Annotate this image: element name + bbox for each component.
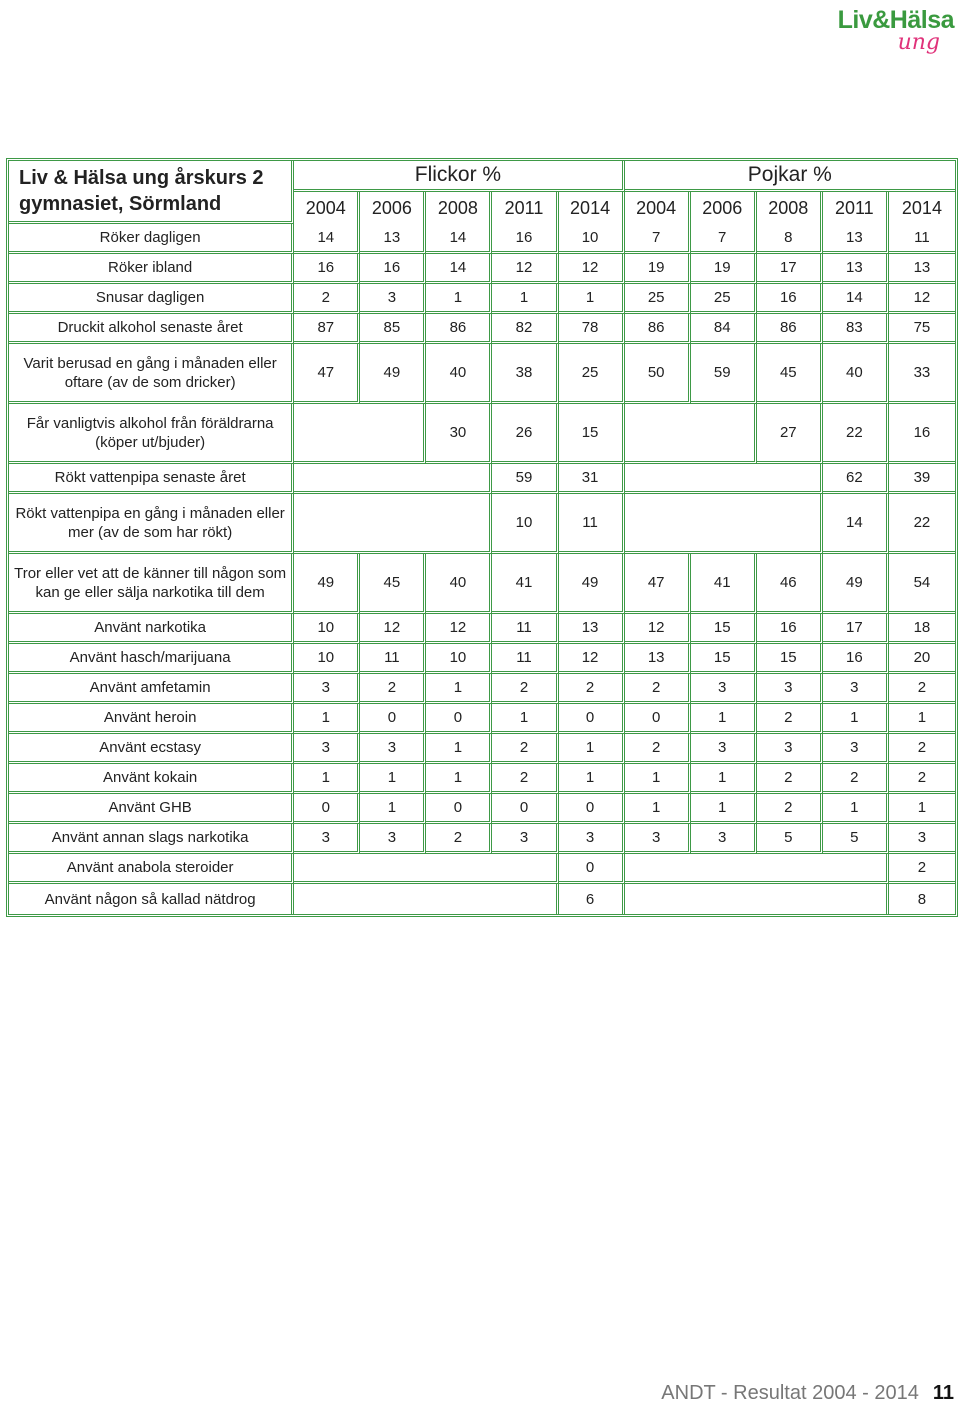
girls-value-cell: 59 xyxy=(492,464,558,494)
empty-cell xyxy=(625,884,889,914)
boys-value-cell: 13 xyxy=(823,224,889,254)
girls-value-cell: 3 xyxy=(360,734,426,764)
row-label: Använt amfetamin xyxy=(9,674,294,704)
row-label: Använt någon så kallad nätdrog xyxy=(9,884,294,914)
boys-value-cell: 1 xyxy=(691,794,757,824)
girls-value-cell: 85 xyxy=(360,314,426,344)
girls-value-cell: 0 xyxy=(360,704,426,734)
boys-value-cell: 17 xyxy=(823,614,889,644)
boys-value-cell: 5 xyxy=(823,824,889,854)
boys-value-cell: 1 xyxy=(823,704,889,734)
boys-value-cell: 49 xyxy=(823,554,889,614)
row-label: Använt anabola steroider xyxy=(9,854,294,884)
table-row xyxy=(9,254,955,284)
girls-value-cell: 3 xyxy=(294,824,360,854)
empty-cell xyxy=(294,884,558,914)
row-label: Använt hasch/marijuana xyxy=(9,644,294,674)
girls-value-cell: 1 xyxy=(492,704,558,734)
girls-value-cell: 2 xyxy=(492,734,558,764)
girls-value-cell: 11 xyxy=(492,644,558,674)
boys-value-cell: 18 xyxy=(889,614,955,644)
row-label: Använt kokain xyxy=(9,764,294,794)
boys-value-cell: 84 xyxy=(691,314,757,344)
girls-value-cell: 49 xyxy=(294,554,360,614)
table-row xyxy=(9,554,955,614)
boys-value-cell: 27 xyxy=(757,404,823,464)
table-row xyxy=(9,884,955,914)
empty-cell xyxy=(294,854,558,884)
boys-value-cell: 41 xyxy=(691,554,757,614)
boys-value-cell: 3 xyxy=(691,734,757,764)
group-header-boys: Pojkar % xyxy=(625,161,955,192)
boys-value-cell: 19 xyxy=(625,254,691,284)
boys-value-cell: 8 xyxy=(917,890,927,908)
year-header: 2011 xyxy=(492,192,558,224)
boys-value-cell: 1 xyxy=(889,704,955,734)
boys-value-cell: 7 xyxy=(625,224,691,254)
page-footer xyxy=(661,1382,954,1405)
girls-value-cell: 16 xyxy=(294,254,360,284)
girls-value-cell: 10 xyxy=(294,614,360,644)
year-header: 2006 xyxy=(691,192,757,224)
table-row xyxy=(9,704,955,734)
girls-value-cell: 3 xyxy=(492,824,558,854)
boys-value-cell: 3 xyxy=(691,824,757,854)
boys-value-cell: 15 xyxy=(691,644,757,674)
boys-value-cell: 19 xyxy=(691,254,757,284)
girls-value-cell: 10 xyxy=(559,224,625,254)
boys-value-cell: 45 xyxy=(757,344,823,404)
boys-value-cell: 25 xyxy=(691,284,757,314)
boys-value-cell: 12 xyxy=(625,614,691,644)
logo-text: Liv&Hälsa xyxy=(837,6,954,34)
boys-value-cell: 25 xyxy=(625,284,691,314)
girls-value-cell: 6 xyxy=(559,884,625,914)
table-row xyxy=(9,314,955,344)
boys-value-cell: 15 xyxy=(757,644,823,674)
girls-value-cell: 3 xyxy=(294,734,360,764)
girls-value-cell: 40 xyxy=(426,344,492,404)
girls-value-cell: 0 xyxy=(426,704,492,734)
boys-value-cell: 2 xyxy=(823,764,889,794)
girls-value-cell: 1 xyxy=(559,764,625,794)
girls-value-cell: 78 xyxy=(559,314,625,344)
row-label: Använt annan slags narkotika xyxy=(9,824,294,854)
table-row xyxy=(9,404,955,464)
boys-value-cell: 3 xyxy=(889,824,955,854)
year-header: 2004 xyxy=(294,192,360,224)
boys-value-cell: 1 xyxy=(691,704,757,734)
year-header: 2011 xyxy=(823,192,889,224)
girls-value-cell: 1 xyxy=(426,284,492,314)
boys-value-cell: 16 xyxy=(757,284,823,314)
table-row xyxy=(9,824,955,854)
boys-value-cell: 1 xyxy=(823,794,889,824)
girls-value-cell: 1 xyxy=(559,734,625,764)
girls-value-cell: 1 xyxy=(294,704,360,734)
girls-value-cell: 2 xyxy=(426,824,492,854)
boys-value-cell: 62 xyxy=(823,464,889,494)
empty-cell xyxy=(625,494,823,554)
girls-value-cell: 47 xyxy=(294,344,360,404)
boys-value-cell: 2 xyxy=(625,734,691,764)
girls-value-cell: 3 xyxy=(559,824,625,854)
girls-value-cell: 2 xyxy=(492,764,558,794)
boys-value-cell: 3 xyxy=(625,824,691,854)
row-label: Använt GHB xyxy=(9,794,294,824)
girls-value-cell: 1 xyxy=(426,674,492,704)
boys-value-cell: 1 xyxy=(889,794,955,824)
girls-value-cell: 3 xyxy=(360,284,426,314)
boys-value-cell: 8 xyxy=(757,224,823,254)
page-number: 11 xyxy=(932,1382,954,1404)
boys-value-cell: 59 xyxy=(691,344,757,404)
boys-value-cell: 75 xyxy=(889,314,955,344)
girls-value-cell: 14 xyxy=(426,254,492,284)
boys-value-cell: 20 xyxy=(889,644,955,674)
girls-value-cell: 11 xyxy=(559,494,625,554)
boys-value-cell: 2 xyxy=(889,854,955,884)
table-row xyxy=(9,644,955,674)
girls-value-cell: 87 xyxy=(294,314,360,344)
boys-value-cell: 13 xyxy=(823,254,889,284)
boys-value-cell: 7 xyxy=(691,224,757,254)
row-label: Använt narkotika xyxy=(9,614,294,644)
girls-value-cell: 1 xyxy=(360,794,426,824)
girls-value-cell: 12 xyxy=(559,644,625,674)
boys-value-cell: 33 xyxy=(889,344,955,404)
girls-value-cell: 13 xyxy=(360,224,426,254)
table-row xyxy=(9,794,955,824)
row-label: Tror eller vet att de känner till någon som kan ge eller sälja narkotika till dem xyxy=(9,554,294,614)
boys-value-cell: 2 xyxy=(757,764,823,794)
boys-value-cell: 11 xyxy=(889,224,955,254)
row-label: Använt ecstasy xyxy=(9,734,294,764)
boys-value-cell: 16 xyxy=(757,614,823,644)
girls-value-cell: 15 xyxy=(559,404,625,464)
girls-value-cell: 31 xyxy=(559,464,625,494)
boys-value-cell: 83 xyxy=(823,314,889,344)
boys-value-cell: 17 xyxy=(757,254,823,284)
girls-value-cell: 11 xyxy=(492,614,558,644)
girls-value-cell: 40 xyxy=(426,554,492,614)
girls-value-cell: 0 xyxy=(426,794,492,824)
empty-cell xyxy=(294,464,492,494)
empty-cell xyxy=(294,494,492,554)
boys-value-cell: 54 xyxy=(889,554,955,614)
girls-value-cell: 3 xyxy=(360,824,426,854)
boys-value-cell: 14 xyxy=(823,284,889,314)
empty-cell xyxy=(625,464,823,494)
girls-value-cell: 25 xyxy=(559,344,625,404)
boys-value-cell: 5 xyxy=(757,824,823,854)
girls-value-cell: 3 xyxy=(294,674,360,704)
table-row xyxy=(9,284,955,314)
boys-value-cell: 3 xyxy=(757,674,823,704)
girls-value-cell: 2 xyxy=(294,284,360,314)
row-label: Röker ibland xyxy=(9,254,294,284)
boys-value-cell: 1 xyxy=(625,764,691,794)
row-label: Rökt vattenpipa senaste året xyxy=(9,464,294,494)
girls-value-cell: 0 xyxy=(559,854,625,884)
footer-text: ANDT - Resultat 2004 - 2014 xyxy=(661,1382,919,1404)
boys-value-cell: 3 xyxy=(691,674,757,704)
boys-value-cell: 2 xyxy=(625,674,691,704)
girls-value-cell: 82 xyxy=(492,314,558,344)
girls-value-cell: 12 xyxy=(559,254,625,284)
boys-value-cell: 13 xyxy=(889,254,955,284)
girls-value-cell: 30 xyxy=(426,404,492,464)
row-label: Snusar dagligen xyxy=(9,284,294,314)
girls-value-cell: 0 xyxy=(492,794,558,824)
girls-value-cell: 13 xyxy=(559,614,625,644)
table-row xyxy=(9,854,955,884)
empty-cell xyxy=(625,854,889,884)
girls-value-cell: 38 xyxy=(492,344,558,404)
boys-value-cell: 50 xyxy=(625,344,691,404)
row-label: Röker dagligen xyxy=(9,224,294,254)
table-title: Liv & Hälsa ung årskurs 2 gymnasiet, Sörmland xyxy=(9,161,294,224)
girls-value-cell: 11 xyxy=(360,644,426,674)
boys-value-cell: 16 xyxy=(889,404,955,464)
boys-value-cell: 13 xyxy=(625,644,691,674)
girls-value-cell: 2 xyxy=(360,674,426,704)
row-label: Får vanligtvis alkohol från föräldrarna (köper ut/bjuder) xyxy=(9,404,294,464)
boys-value-cell: 1 xyxy=(625,794,691,824)
girls-value-cell: 45 xyxy=(360,554,426,614)
boys-value-cell: 2 xyxy=(757,704,823,734)
row-label: Varit berusad en gång i månaden eller oftare (av de som dricker) xyxy=(9,344,294,404)
empty-cell xyxy=(294,404,426,464)
girls-value-cell: 2 xyxy=(492,674,558,704)
girls-value-cell: 10 xyxy=(492,494,558,554)
girls-value-cell: 16 xyxy=(492,224,558,254)
girls-value-cell: 14 xyxy=(426,224,492,254)
table-row xyxy=(9,674,955,704)
boys-value-cell: 22 xyxy=(823,404,889,464)
boys-value-cell: 2 xyxy=(889,734,955,764)
girls-value-cell: 12 xyxy=(360,614,426,644)
table-row xyxy=(9,494,955,554)
table-row xyxy=(9,464,955,494)
girls-value-cell: 49 xyxy=(360,344,426,404)
year-header: 2014 xyxy=(559,192,625,224)
boys-value-cell: 16 xyxy=(823,644,889,674)
boys-value-cell: 47 xyxy=(625,554,691,614)
logo-subtext: ung xyxy=(897,30,940,55)
table-body xyxy=(9,224,955,914)
girls-value-cell: 0 xyxy=(559,794,625,824)
girls-value-cell: 12 xyxy=(426,614,492,644)
empty-cell xyxy=(625,404,757,464)
boys-value-cell: 46 xyxy=(757,554,823,614)
boys-value-cell: 1 xyxy=(691,764,757,794)
table-row xyxy=(9,614,955,644)
boys-value-cell: 15 xyxy=(691,614,757,644)
boys-value-cell: 2 xyxy=(889,674,955,704)
boys-value-cell: 39 xyxy=(889,464,955,494)
year-header: 2008 xyxy=(426,192,492,224)
boys-value-cell: 12 xyxy=(889,284,955,314)
row-label: Använt heroin xyxy=(9,704,294,734)
boys-value-cell: 14 xyxy=(823,494,889,554)
girls-value-cell: 1 xyxy=(559,284,625,314)
girls-value-cell: 86 xyxy=(426,314,492,344)
boys-value-cell: 0 xyxy=(625,704,691,734)
girls-value-cell: 26 xyxy=(492,404,558,464)
boys-value-cell: 3 xyxy=(823,734,889,764)
table-row xyxy=(9,734,955,764)
girls-value-cell: 1 xyxy=(294,764,360,794)
girls-value-cell: 10 xyxy=(294,644,360,674)
results-table xyxy=(6,158,958,917)
year-header: 2014 xyxy=(901,197,942,218)
girls-value-cell: 16 xyxy=(360,254,426,284)
boys-value-cell: 3 xyxy=(757,734,823,764)
girls-value-cell: 1 xyxy=(492,284,558,314)
girls-value-cell: 1 xyxy=(426,764,492,794)
group-header-girls: Flickor % xyxy=(294,161,624,192)
boys-value-cell: 3 xyxy=(823,674,889,704)
girls-value-cell: 12 xyxy=(492,254,558,284)
girls-value-cell: 10 xyxy=(426,644,492,674)
girls-value-cell: 0 xyxy=(294,794,360,824)
year-header: 2008 xyxy=(757,192,823,224)
boys-value-cell: 2 xyxy=(889,764,955,794)
girls-value-cell: 2 xyxy=(559,674,625,704)
row-label: Rökt vattenpipa en gång i månaden eller mer (av de som har rökt) xyxy=(9,494,294,554)
boys-value-cell: 2 xyxy=(757,794,823,824)
liv-halsa-logo xyxy=(837,2,954,60)
boys-value-cell: 86 xyxy=(757,314,823,344)
year-header: 2006 xyxy=(360,192,426,224)
girls-value-cell: 1 xyxy=(360,764,426,794)
table-row xyxy=(9,224,955,254)
girls-value-cell: 49 xyxy=(559,554,625,614)
table-row xyxy=(9,344,955,404)
boys-value-cell: 86 xyxy=(625,314,691,344)
boys-value-cell: 40 xyxy=(823,344,889,404)
year-header: 2004 xyxy=(625,192,691,224)
girls-value-cell: 41 xyxy=(492,554,558,614)
row-label: Druckit alkohol senaste året xyxy=(9,314,294,344)
girls-value-cell: 0 xyxy=(559,704,625,734)
girls-value-cell: 14 xyxy=(294,224,360,254)
girls-value-cell: 1 xyxy=(426,734,492,764)
table-row xyxy=(9,764,955,794)
boys-value-cell: 22 xyxy=(889,494,955,554)
